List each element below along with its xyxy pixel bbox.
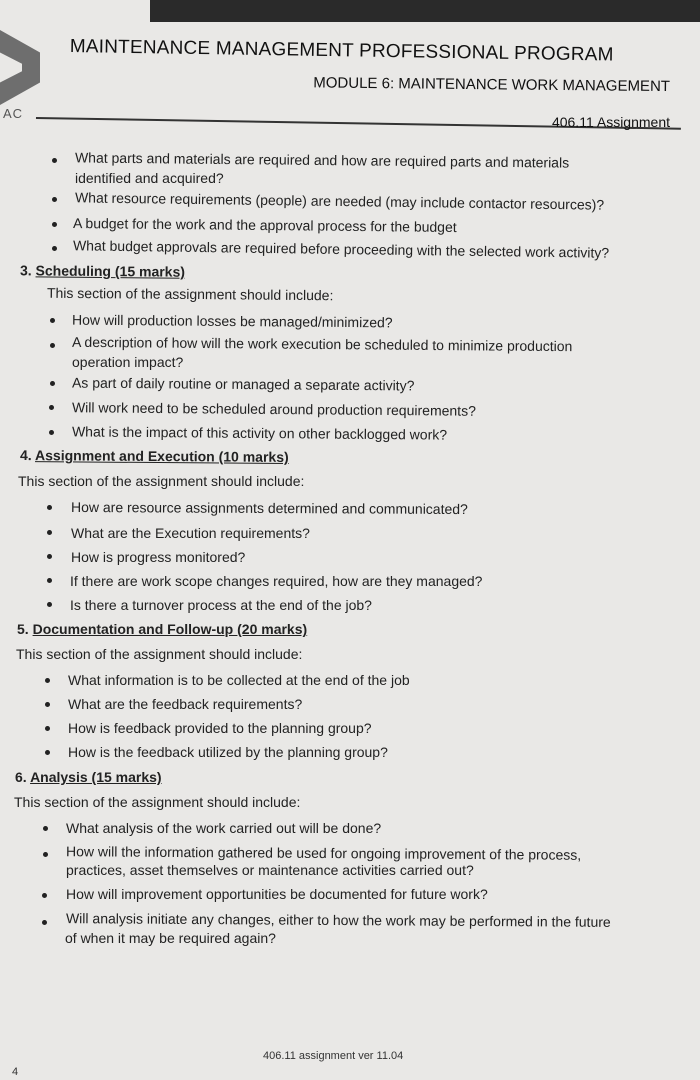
section-intro: This section of the assignment should include: bbox=[16, 646, 303, 662]
bullet-dot bbox=[49, 405, 54, 410]
list-item: What is the impact of this activity on other backlogged work? bbox=[71, 423, 448, 443]
list-item-cont: identified and acquired? bbox=[75, 170, 224, 186]
list-item: As part of daily routine or managed a separate activity? bbox=[71, 374, 415, 394]
section-number: 3. bbox=[19, 262, 32, 279]
section-title: Analysis (15 marks) bbox=[30, 769, 162, 785]
bullet-dot bbox=[52, 246, 57, 251]
bullet-dot bbox=[47, 578, 52, 583]
list-item: Is there a turnover process at the end of the job? bbox=[70, 597, 372, 613]
program-title: MAINTENANCE MANAGEMENT PROFESSIONAL PROGRAM bbox=[69, 36, 614, 66]
list-item: How will the information gathered be used for ongoing improvement of the process, bbox=[65, 843, 582, 863]
bullet-dot bbox=[50, 343, 55, 348]
list-item: How will production losses be managed/minimized? bbox=[71, 311, 393, 331]
list-item: What budget approvals are required before proceeding with the selected work activity? bbox=[72, 237, 610, 261]
section-heading bbox=[17, 621, 307, 637]
logo-text: AC bbox=[3, 106, 24, 121]
bullet-dot bbox=[45, 678, 50, 683]
section-number: 6. bbox=[15, 769, 27, 785]
list-item: If there are work scope changes required, how are they managed? bbox=[70, 573, 483, 589]
list-item: What resource requirements (people) are needed (may include contactor resources)? bbox=[74, 189, 605, 213]
section-title: Documentation and Follow-up (20 marks) bbox=[32, 621, 308, 637]
bullet-dot bbox=[47, 554, 52, 559]
bullet-dot bbox=[50, 381, 55, 386]
list-item: How will improvement opportunities be documented for future work? bbox=[66, 886, 488, 902]
bullet-dot bbox=[42, 893, 47, 898]
section-heading bbox=[15, 769, 162, 785]
list-item: What are the Execution requirements? bbox=[71, 525, 310, 541]
list-item: What are the feedback requirements? bbox=[68, 696, 303, 712]
bullet-dot bbox=[43, 826, 48, 831]
list-item: Will analysis initiate any changes, either to how the work may be performed in the future bbox=[65, 910, 611, 930]
bullet-dot bbox=[50, 318, 55, 323]
section-intro: This section of the assignment should include: bbox=[14, 794, 301, 810]
bullet-dot bbox=[45, 750, 50, 755]
page-number: 4 bbox=[12, 1066, 19, 1078]
bullet-dot bbox=[42, 920, 47, 925]
section-heading bbox=[20, 262, 185, 279]
bullet-dot bbox=[52, 158, 57, 163]
bullet-dot bbox=[47, 530, 52, 535]
section-heading bbox=[20, 447, 289, 465]
section-number: 4. bbox=[19, 447, 32, 464]
list-item: How is feedback provided to the planning group? bbox=[68, 720, 372, 736]
list-item-cont: operation impact? bbox=[72, 354, 184, 370]
list-item: How is the feedback utilized by the planning group? bbox=[68, 744, 388, 760]
bullet-dot bbox=[47, 505, 52, 510]
list-item: How are resource assignments determined and communicated? bbox=[70, 498, 468, 518]
list-item: A description of how will the work execution be scheduled to minimize production bbox=[71, 333, 573, 355]
list-item: A budget for the work and the approval process for the budget bbox=[72, 214, 457, 236]
bullet-dot bbox=[49, 430, 54, 435]
list-item: What analysis of the work carried out will be done? bbox=[66, 820, 382, 836]
footer-version: 406.11 assignment ver 11.04 bbox=[263, 1050, 404, 1062]
section-title: Assignment and Execution (10 marks) bbox=[35, 447, 289, 465]
list-item-cont: practices, asset themselves or maintenance activities carried out? bbox=[66, 862, 474, 878]
bullet-dot bbox=[52, 197, 57, 202]
section-intro: This section of the assignment should include: bbox=[46, 284, 334, 304]
list-item: What parts and materials are required and how are required parts and materials bbox=[74, 149, 570, 171]
list-item-cont: of when it may be required again? bbox=[65, 930, 276, 946]
bullet-dot bbox=[43, 852, 48, 857]
section-number: 5. bbox=[17, 621, 29, 637]
list-item: What information is to be collected at the end of the job bbox=[68, 672, 410, 688]
bullet-dot bbox=[47, 602, 52, 607]
section-title: Scheduling (15 marks) bbox=[35, 262, 186, 280]
bullet-dot bbox=[45, 726, 50, 731]
module-title: MODULE 6: MAINTENANCE WORK MANAGEMENT bbox=[313, 74, 671, 96]
section-intro: This section of the assignment should include: bbox=[18, 473, 305, 489]
list-item: How is progress monitored? bbox=[71, 549, 246, 565]
assignment-label: 406.11 Assignment bbox=[551, 114, 670, 130]
bullet-dot bbox=[52, 222, 57, 227]
list-item: Will work need to be scheduled around production requirements? bbox=[71, 399, 476, 419]
bullet-dot bbox=[45, 702, 50, 707]
